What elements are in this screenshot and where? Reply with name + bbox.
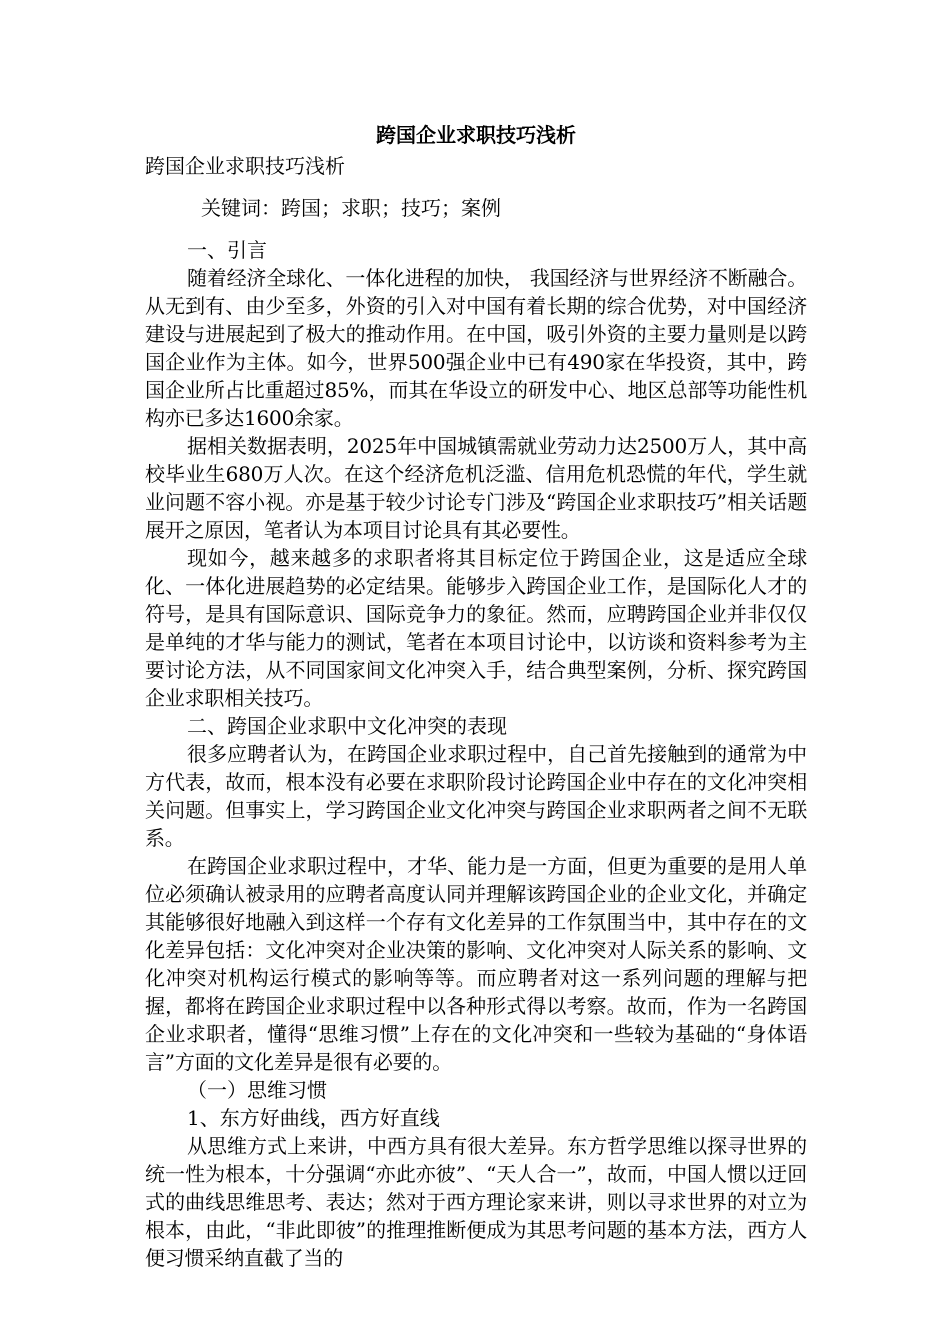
subsection-heading-thinking-habits: （一）思维习惯 bbox=[187, 1078, 327, 1102]
document-subtitle: 跨国企业求职技巧浅析 bbox=[145, 154, 345, 178]
keywords-line: 关键词：跨国；求职；技巧；案例 bbox=[201, 196, 501, 220]
paragraph: 随着经济全球化、一体化进程的加快， 我国经济与世界经济不断融合。从无到有、由少至多，外资的引入对中国有着长期的综合优势，对中国经济建设与进展起到了极大的推动作用。在中国，吸引外资的主要力量则是以跨国企业作为主体。如今，世界500强企业中已有490家在华投资，其中，跨国企业所占比重超过85%，而其在华设立的研发中心、地区总部等功能性机构亦已多达1600余家。 bbox=[145, 266, 807, 430]
document-title: 跨国企业求职技巧浅析 bbox=[376, 123, 576, 147]
document-page bbox=[145, 118, 807, 1272]
paragraph: 据相关数据表明，2025年中国城镇需就业劳动力达2500万人，其中高校毕业生680万人次。在这个经济危机泛滥、信用危机恐慌的年代，学生就业问题不容小视。亦是基于较少讨论专门涉及“跨国企业求职技巧”相关话题展开之原因，笔者认为本项目讨论具有其必要性。 bbox=[145, 434, 807, 542]
item-heading-curve-vs-line: 1、东方好曲线，西方好直线 bbox=[187, 1106, 440, 1130]
paragraph: 很多应聘者认为，在跨国企业求职过程中，自己首先接触到的通常为中方代表，故而，根本没有必要在求职阶段讨论跨国企业中存在的文化冲突相关问题。但事实上，学习跨国企业文化冲突与跨国企业求职两者之间不无联系。 bbox=[145, 742, 807, 850]
section-heading-cultural-conflict: 二、跨国企业求职中文化冲突的表现 bbox=[187, 714, 507, 738]
paragraph: 现如今，越来越多的求职者将其目标定位于跨国企业，这是适应全球化、一体化进展趋势的必定结果。能够步入跨国企业工作，是国际化人才的符号，是具有国际意识、国际竞争力的象征。然而，应聘跨国企业并非仅仅是单纯的才华与能力的测试，笔者在本项目讨论中，以访谈和资料参考为主要讨论方法，从不同国家间文化冲突入手，结合典型案例，分析、探究跨国企业求职相关技巧。 bbox=[145, 546, 807, 710]
paragraph: 在跨国企业求职过程中，才华、能力是一方面，但更为重要的是用人单位必须确认被录用的应聘者高度认同并理解该跨国企业的企业文化，并确定其能够很好地融入到这样一个存有文化差异的工作氛围当中，其中存在的文化差异包括：文化冲突对企业决策的影响、文化冲突对人际关系的影响、文化冲突对机构运行模式的影响等等。而应聘者对这一系列问题的理解与把握，都将在跨国企业求职过程中以各种形式得以考察。故而，作为一名跨国企业求职者，懂得“思维习惯”上存在的文化冲突和一些较为基础的“身体语言”方面的文化差异是很有必要的。 bbox=[145, 854, 807, 1074]
section-heading-introduction: 一、引言 bbox=[187, 238, 267, 262]
paragraph: 从思维方式上来讲，中西方具有很大差异。东方哲学思维以探寻世界的统一性为根本，十分强调“亦此亦彼”、“天人合一”，故而，中国人惯以迂回式的曲线思维思考、表达；然对于西方理论家来讲，则以寻求世界的对立为根本，由此，“非此即彼”的推理推断便成为其思考问题的基本方法，西方人便习惯采纳直截了当的 bbox=[145, 1134, 807, 1270]
